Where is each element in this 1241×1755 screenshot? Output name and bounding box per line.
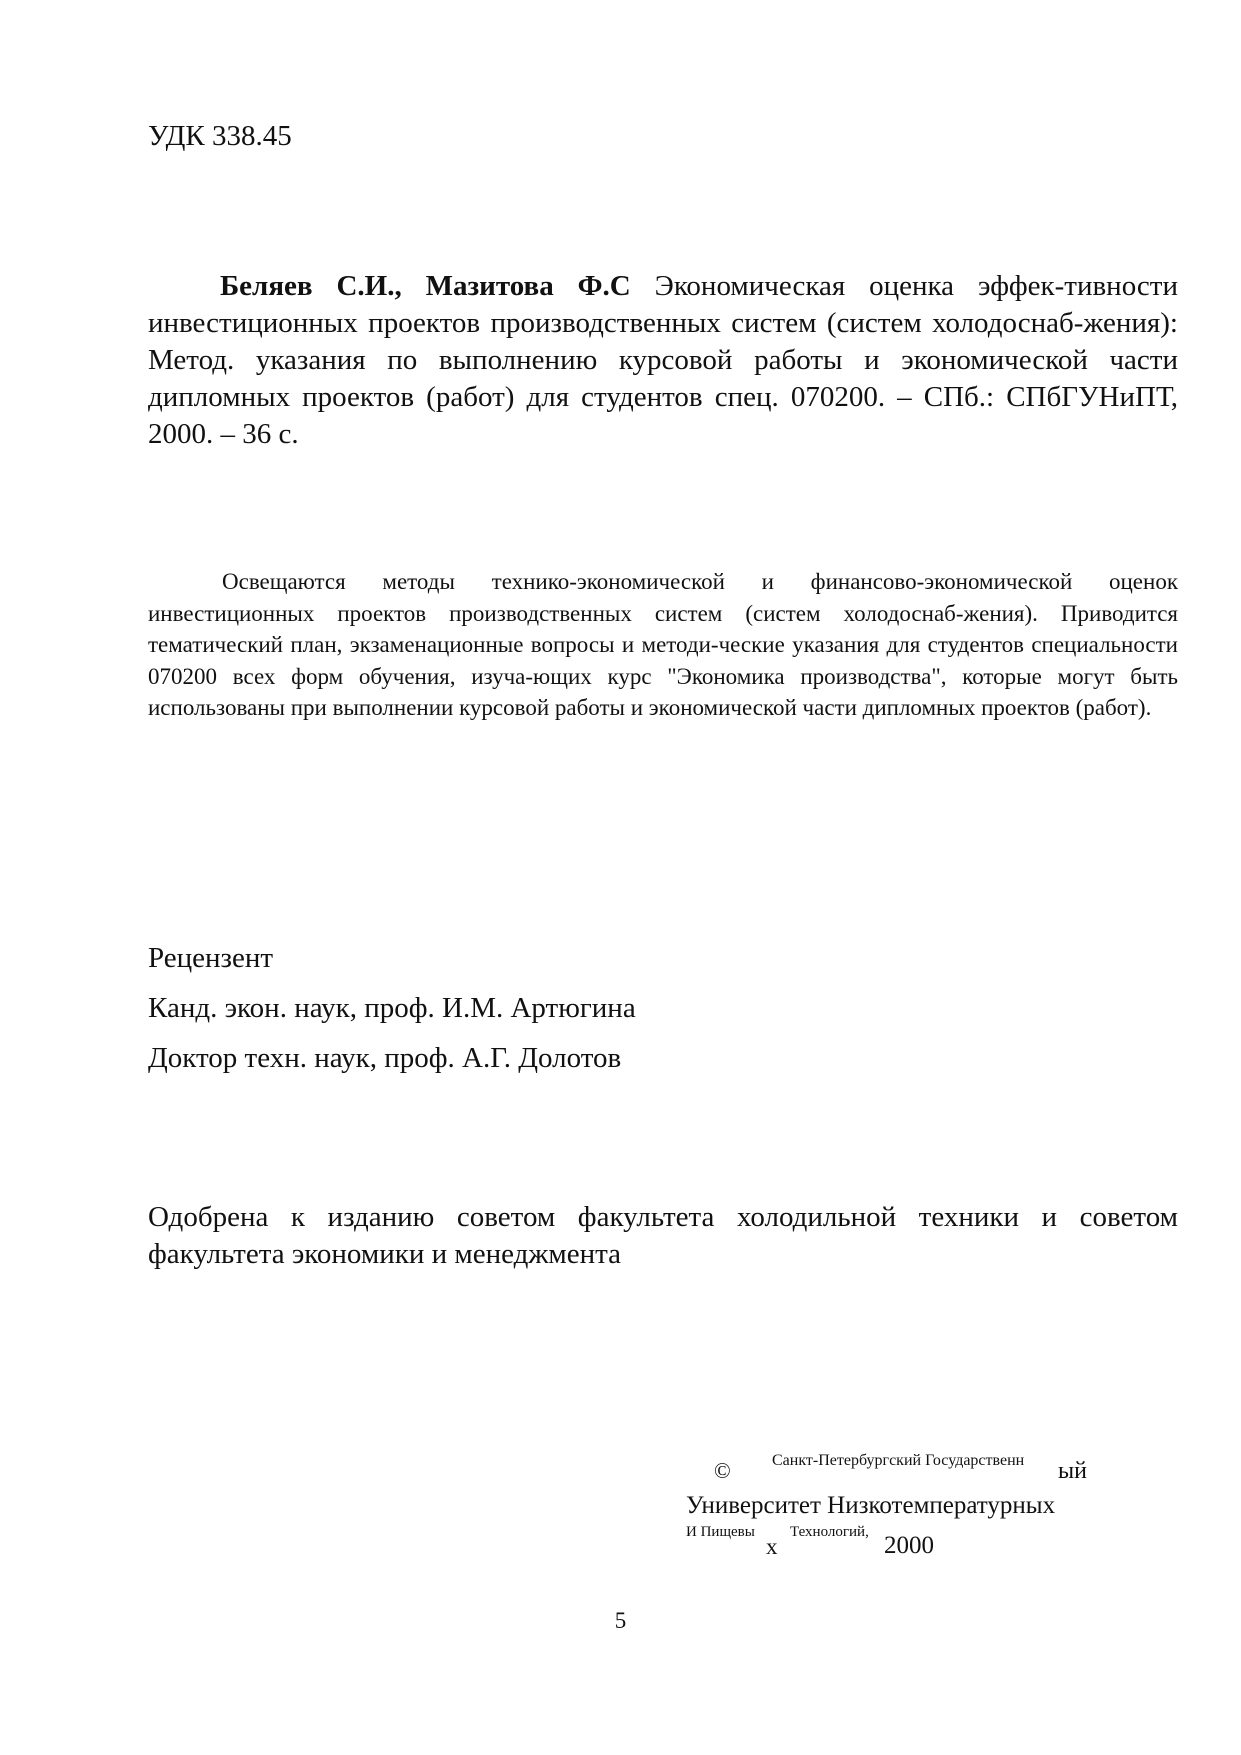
copyright-year: 2000 [884,1532,934,1559]
copyright-block [686,1452,1096,1558]
copyright-line3-b: х [766,1534,778,1559]
copyright-line3-a: И Пищевы [686,1524,755,1540]
reviewers-heading: Рецензент [148,942,274,974]
copyright-line1-tail: ый [1058,1458,1087,1484]
udk-code: УДК 338.45 [148,120,292,152]
approval-statement: Одобрена к изданию советом факультета холодильной техники и советом факультета экономики и менеджмента [148,1201,1178,1270]
reviewer-item: Канд. экон. наук, проф. И.М. Артюгина [148,992,636,1024]
bibliographic-text: Экономическая оценка эффек-тивности инвестиционных проектов производственных систем (систем холодоснаб-жения): Метод. указания по выполнению курсовой работы и экономической части дипломных проектов (работ) для студентов спец. 070200. – СПб.: СПбГУНиПТ, 2000. – 36 с. [148,270,1178,450]
reviewers-block [148,940,636,1090]
authors: Беляев С.И., Мазитова Ф.С [220,270,631,302]
copyright-line2: Университет Низкотемпературных [686,1492,1056,1519]
bibliographic-description [148,268,1178,453]
abstract: Освещаются методы технико-экономической и финансово-экономической оценок инвестиционных проектов производственных систем (систем холодоснаб-жения). Приводится тематический план, экзаменационные вопросы и методи-ческие указания для студентов специальности 070200 всех форм обучения, изуча-ющих курс "Экономика производства", которые могут быть использованы при выполнении курсовой работы и экономической части дипломных проектов (работ). [148,569,1178,720]
copyright-line3-c: Технологий, [790,1524,869,1540]
page-number: 5 [614,1608,627,1633]
copyright-symbol: © [714,1458,731,1483]
copyright-line1-small: Санкт-Петербургский Государственн [772,1452,1025,1469]
reviewer-item: Доктор техн. наук, проф. А.Г. Долотов [148,1042,622,1074]
